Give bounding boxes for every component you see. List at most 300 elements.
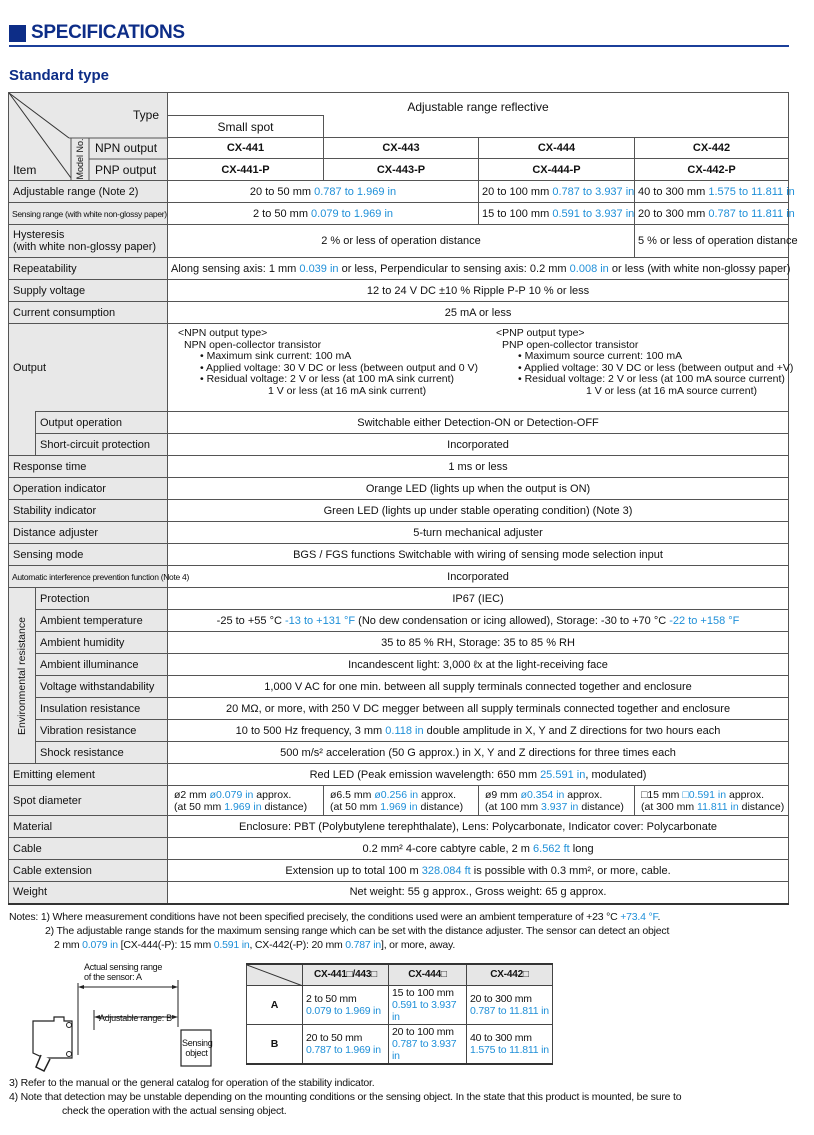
row-label-text: Sensing mode — [13, 548, 84, 561]
value-text: Enclosure: PBT (Polybutylene terephthalate), Lens: Polycarbonate, Indicator cover: Polycarbonate — [239, 820, 717, 833]
value-text: IP67 (IEC) — [452, 592, 504, 605]
range-mm: 2 to 50 mm — [306, 992, 357, 1005]
value-text: ø2 mm — [174, 788, 210, 801]
range-cell — [389, 985, 467, 1024]
value-text: 20 to 50 mm — [249, 185, 315, 198]
note-1 — [9, 910, 669, 924]
row-label — [36, 588, 168, 610]
diagram-text: of the sensor: A — [84, 972, 142, 982]
value-cell — [168, 676, 789, 698]
inch-value: 1.969 in — [224, 800, 262, 813]
note-inch: +73.4 °F — [620, 911, 658, 923]
model-npn: CX-443 — [324, 138, 479, 159]
row-label — [9, 860, 168, 882]
npn-output-spec — [178, 328, 496, 397]
row-label — [36, 412, 168, 434]
row-label — [9, 816, 168, 838]
value-cell — [324, 786, 479, 816]
output-spec-line: <NPN output type> — [178, 327, 268, 339]
row-stability-indicator — [9, 500, 789, 522]
value-text: 15 to 100 mm — [482, 207, 553, 220]
row-label-text: Automatic interference prevention function (Note 4) — [12, 571, 189, 582]
diagram-text: object — [185, 1048, 208, 1058]
note-text: . — [657, 911, 661, 923]
value-text: 20 MΩ, or more, with 250 V DC megger between all supply terminals connected together and enclosure — [225, 702, 731, 715]
range-col-header: CX-444□ — [389, 964, 467, 985]
range-cell — [303, 1024, 389, 1064]
pnp-output-label: PNP output — [95, 163, 157, 177]
type-label: Type — [132, 108, 159, 122]
model-npn: CX-442 — [635, 138, 789, 159]
row-label — [9, 522, 168, 544]
model-pnp: CX-441-P — [168, 159, 324, 181]
row-label — [36, 610, 168, 632]
value-text: Incandescent light: 3,000 ℓx at the light-receiving face — [348, 658, 608, 671]
row-shock-resistance — [9, 742, 789, 764]
value-text: Incorporated — [447, 438, 509, 451]
row-label — [9, 258, 168, 280]
range-inch: 0.591 to 3.937 in — [392, 998, 457, 1023]
value-text: , modulated) — [585, 768, 647, 781]
value-cell — [168, 302, 789, 324]
row-label-text: Current consumption — [13, 306, 116, 319]
row-label — [36, 742, 168, 764]
sensing-range-diagram — [0, 955, 240, 1075]
environmental-resistance-label — [9, 588, 36, 764]
heading-text: SPECIFICATIONS — [31, 22, 185, 43]
model-pnp: CX-443-P — [324, 159, 479, 181]
row-material — [9, 816, 789, 838]
inch-value: 1.575 to 11.811 in — [708, 185, 795, 198]
value-text: (No dew condensation or icing allowed), Storage: -30 to +70 °C — [355, 614, 670, 627]
row-label — [9, 302, 168, 324]
inch-value: ø0.354 in — [520, 788, 565, 801]
value-cell — [635, 203, 795, 225]
range-mm: 20 to 300 mm — [470, 992, 532, 1005]
model-no-label: Model No. — [75, 138, 85, 180]
diagram-text: Actual sensing range — [84, 962, 163, 972]
row-distance-adjuster — [9, 522, 789, 544]
value-text: Red LED (Peak emission wavelength: 650 mm — [309, 768, 541, 781]
range-col-header: CX-441□/443□ — [303, 964, 389, 985]
value-text: 1 ms or less — [448, 460, 508, 473]
range-row-label: A — [247, 985, 303, 1024]
value-text: (at 300 mm — [641, 800, 698, 813]
value-text: approx. — [564, 788, 603, 801]
row-label-text: Material — [13, 820, 53, 833]
notes-prefix: Notes: 1) — [9, 911, 50, 923]
row-spot-diameter — [9, 786, 789, 816]
row-label-text: Operation indicator — [13, 482, 106, 495]
row-label-text: Ambient temperature — [40, 614, 143, 627]
range-inch: 0.787 to 1.969 in — [306, 1043, 381, 1056]
inch-value: 0.591 to 3.937 in — [552, 207, 635, 220]
notes — [9, 910, 669, 952]
value-text: 0.2 mm² 4-core cabtyre cable, 2 m — [362, 842, 534, 855]
value-cell — [168, 280, 789, 302]
range-inch: 0.079 to 1.969 in — [306, 1004, 381, 1017]
row-output — [9, 324, 789, 412]
row-insulation-resistance — [9, 698, 789, 720]
row-auto-interference — [9, 566, 789, 588]
adjustable-range-label: Adjustable range: B — [99, 1013, 172, 1023]
value-cell — [168, 544, 789, 566]
note-text: Where measurement conditions have not been specified precisely, the conditions used were an ambient temperature of +23 °C — [52, 911, 621, 923]
row-label — [9, 203, 168, 225]
row-ambient-illuminance — [9, 654, 789, 676]
actual-range-label — [84, 962, 162, 982]
model-npn: CX-441 — [168, 138, 324, 159]
value-cell — [168, 838, 789, 860]
range-inch: 0.787 to 11.811 in — [470, 1004, 549, 1017]
row-label — [9, 764, 168, 786]
value-text: 5-turn mechanical adjuster — [413, 526, 543, 539]
specifications-table — [8, 92, 798, 905]
row-short-circuit-protection — [9, 434, 789, 456]
value-cell — [479, 203, 635, 225]
notes-3-4 — [9, 1076, 681, 1118]
row-response-time — [9, 456, 789, 478]
row-supply-voltage — [9, 280, 789, 302]
item-label: Item — [13, 163, 37, 177]
range-cell — [467, 985, 553, 1024]
diagram-text: Sensing — [182, 1038, 213, 1048]
row-label-text: Output — [13, 361, 47, 374]
output-spec-line: 1 V or less (at 16 mA source current) — [586, 384, 757, 397]
value-text: distance) — [417, 800, 464, 813]
value-text: approx. — [418, 788, 457, 801]
sensing-object-label — [182, 1038, 211, 1058]
row-label — [36, 698, 168, 720]
value-cell — [635, 181, 795, 203]
model-pnp: CX-444-P — [479, 159, 635, 181]
inch-value: 0.787 to 1.969 in — [314, 185, 397, 198]
note-4: 4) Note that detection may be unstable depending on the mounting conditions or the sensing object. In the state that this product is mounted, be sure to — [9, 1091, 682, 1103]
value-text: distance) — [261, 800, 308, 813]
value-text: □15 mm — [641, 788, 683, 801]
row-label-text: Supply voltage — [13, 284, 86, 297]
value-text: BGS / FGS functions Switchable with wiring of sensing mode selection input — [293, 548, 663, 561]
row-label-text: Ambient humidity — [40, 636, 125, 649]
row-label — [9, 786, 168, 816]
npn-output-label: NPN output — [95, 141, 158, 155]
model-pnp: CX-442-P — [635, 159, 789, 181]
value-text: Switchable either Detection-ON or Detection-OFF — [357, 416, 599, 429]
inch-value: ø0.079 in — [209, 788, 254, 801]
value-cell — [479, 181, 635, 203]
value-cell — [168, 610, 789, 632]
row-label-text: Weight — [13, 886, 48, 899]
row-operation-indicator — [9, 478, 789, 500]
model-npn: CX-444 — [479, 138, 635, 159]
header-corner — [9, 93, 168, 181]
value-cell — [479, 786, 635, 816]
range-inch: 1.575 to 11.811 in — [470, 1043, 549, 1056]
value-text: distance) — [578, 800, 624, 813]
row-emitting-element — [9, 764, 789, 786]
value-text: distance) — [738, 800, 785, 813]
value-text: Green LED (lights up under stable operating condition) (Note 3) — [323, 504, 633, 517]
inch-value: 1.969 in — [380, 800, 418, 813]
value-text: ø6.5 mm — [330, 788, 375, 801]
value-text: approx. — [253, 788, 292, 801]
inch-value: 0.787 to 3.937 in — [552, 185, 635, 198]
inch-value: 0.787 to 11.811 in — [708, 207, 795, 220]
row-voltage-withstandability — [9, 676, 789, 698]
row-vibration-resistance — [9, 720, 789, 742]
label-stub — [9, 434, 36, 456]
range-cell — [389, 1024, 467, 1064]
range-mm: 40 to 300 mm — [470, 1031, 532, 1044]
value-cell — [168, 860, 789, 882]
range-cell — [303, 985, 389, 1024]
row-label-text: Shock resistance — [40, 746, 124, 759]
output-spec-line: • Applied voltage: 30 V DC or less (between output and +V) — [518, 361, 794, 374]
heading-divider — [9, 45, 789, 47]
row-label — [36, 654, 168, 676]
row-label-text: Response time — [13, 460, 87, 473]
output-spec-line: • Maximum sink current: 100 mA — [200, 350, 352, 362]
inch-value: ø0.256 in — [374, 788, 419, 801]
inch-value: 25.591 in — [540, 768, 586, 781]
row-ambient-temperature — [9, 610, 789, 632]
pnp-output-spec — [496, 328, 814, 397]
value-text: 500 m/s² acceleration (50 G approx.) in X, Y and Z directions for three times each — [280, 746, 676, 759]
value-text: is possible with 0.3 mm², or more, cable. — [470, 864, 671, 877]
range-row — [247, 985, 553, 1024]
note-text: [CX-444(-P): 15 mm — [117, 939, 214, 951]
subtype-blank — [324, 116, 789, 138]
row-label — [9, 478, 168, 500]
note-text: The adjustable range stands for the maximum sensing range which can be set with the distance adjuster. The sensor can detect an object — [56, 925, 670, 937]
row-label — [36, 720, 168, 742]
row-ambient-humidity — [9, 632, 789, 654]
row-label — [36, 632, 168, 654]
output-spec-line: 1 V or less (at 16 mA sink current) — [268, 384, 427, 397]
row-adjustable-range — [9, 181, 789, 203]
range-row — [247, 1024, 553, 1064]
sensor-body-icon — [33, 1017, 72, 1058]
inch-value: -22 to +158 °F — [669, 614, 740, 627]
value-text: ø9 mm — [485, 788, 521, 801]
heading-square-icon — [9, 25, 26, 42]
value-text: (at 50 mm — [330, 800, 381, 813]
value-text: 35 to 85 % RH, Storage: 35 to 85 % RH — [381, 636, 575, 649]
row-cable — [9, 838, 789, 860]
value-cell — [168, 816, 789, 838]
note-inch: 0.079 in — [82, 939, 118, 951]
inch-value: 0.039 in — [299, 262, 339, 275]
value-text: double amplitude in X, Y and Z directions for two hours each — [423, 724, 721, 737]
row-label-text: (with white non-glossy paper) — [13, 241, 157, 253]
row-label-text: Cable — [13, 842, 42, 855]
value-text: Net weight: 55 g approx., Gross weight: 65 g approx. — [349, 886, 607, 899]
range-col-header: CX-442□ — [467, 964, 553, 985]
value-cell — [168, 882, 789, 904]
value-text: approx. — [726, 788, 765, 801]
row-label-text: Output operation — [40, 416, 122, 429]
value-text: 10 to 500 Hz frequency, 3 mm — [235, 724, 386, 737]
value-cell — [168, 654, 789, 676]
row-label — [9, 838, 168, 860]
value-cell — [168, 522, 789, 544]
value-cell — [168, 258, 789, 280]
row-label-text: Short-circuit protection — [40, 438, 151, 451]
row-label — [36, 676, 168, 698]
row-label-text: Insulation resistance — [40, 702, 141, 715]
note-text: ], or more, away. — [381, 939, 456, 951]
label-stub — [9, 412, 36, 434]
row-label-text: Ambient illuminance — [40, 658, 139, 671]
row-label — [36, 434, 168, 456]
row-label-text: Protection — [40, 592, 90, 605]
value-cell — [168, 412, 789, 434]
output-spec-line: • Applied voltage: 30 V DC or less (between output and 0 V) — [200, 361, 479, 374]
value-text: 2 % or less of operation distance — [321, 235, 481, 247]
inch-value: 3.937 in — [541, 800, 579, 813]
value-text: 1,000 V AC for one min. between all supply terminals connected together and enclosure — [264, 680, 692, 693]
inch-value: -13 to +131 °F — [284, 614, 356, 627]
note-2-cont — [9, 938, 669, 952]
row-repeatability — [9, 258, 789, 280]
page-heading — [9, 22, 185, 44]
value-cell — [168, 225, 635, 258]
value-text: Extension up to total 100 m — [285, 864, 422, 877]
value-text: 25 mA or less — [444, 306, 512, 319]
value-cell — [168, 588, 789, 610]
output-spec-line: • Maximum source current: 100 mA — [518, 350, 683, 362]
row-label-text: Sensing range (with white non-glossy paper) — [12, 208, 167, 219]
output-spec-line: <PNP output type> — [496, 327, 585, 339]
row-hysteresis — [9, 225, 789, 258]
value-text: (at 100 mm — [485, 800, 542, 813]
note-text: 2 mm — [54, 939, 83, 951]
range-table — [246, 963, 553, 1065]
range-mm: 15 to 100 mm — [392, 986, 454, 999]
row-label — [9, 280, 168, 302]
value-text: 2 to 50 mm — [252, 207, 312, 220]
row-label-text: Cable extension — [13, 864, 92, 877]
group-label-text: Environmental resistance — [16, 616, 28, 735]
value-cell — [168, 786, 324, 816]
value-text: or less (with white non-glossy paper) — [608, 262, 791, 275]
value-cell — [168, 742, 789, 764]
range-mm: 20 to 50 mm — [306, 1031, 363, 1044]
value-text: 12 to 24 V DC ±10 % Ripple P-P 10 % or less — [366, 284, 590, 297]
row-current-consumption — [9, 302, 789, 324]
row-output-operation — [9, 412, 789, 434]
value-text: (at 50 mm — [174, 800, 225, 813]
row-label — [9, 324, 168, 412]
row-sensing-mode — [9, 544, 789, 566]
subheading: Standard type — [9, 67, 110, 84]
row-label — [9, 225, 168, 258]
note-4-cont: check the operation with the actual sensing object. — [62, 1105, 287, 1117]
value-text: Along sensing axis: 1 mm — [171, 262, 300, 275]
range-table-corner — [247, 964, 303, 985]
output-spec-line: • Residual voltage: 2 V or less (at 100 mA source current) — [518, 373, 785, 385]
value-cell — [168, 203, 479, 225]
value-cell — [635, 225, 798, 258]
inch-value: 11.811 in — [697, 800, 739, 813]
range-mm: 20 to 100 mm — [392, 1025, 454, 1038]
value-text: -25 to +55 °C — [216, 614, 285, 627]
row-label-text: Repeatability — [13, 262, 77, 275]
inch-value: 328.084 ft — [421, 864, 471, 877]
row-cable-extension — [9, 860, 789, 882]
output-spec-line: • Residual voltage: 2 V or less (at 100 mA sink current) — [200, 373, 455, 385]
value-cell — [168, 632, 789, 654]
value-text: Orange LED (lights up when the output is ON) — [365, 482, 591, 495]
row-label — [9, 544, 168, 566]
value-cell — [168, 500, 789, 522]
note-inch: 0.591 in — [213, 939, 250, 951]
row-label-text: Distance adjuster — [13, 526, 98, 539]
inch-value: □0.591 in — [682, 788, 727, 801]
row-label-text: Stability indicator — [13, 504, 97, 517]
note-3: 3) Refer to the manual or the general catalog for operation of the stability indicator. — [9, 1077, 375, 1089]
range-inch: 0.787 to 3.937 in — [392, 1037, 457, 1062]
inch-value: 0.118 in — [385, 724, 424, 737]
value-text: Incorporated — [447, 570, 509, 583]
output-spec-line: PNP open-collector transistor — [502, 338, 639, 351]
value-text: 40 to 300 mm — [638, 185, 709, 198]
row-sensing-range — [9, 203, 789, 225]
output-spec-line: NPN open-collector transistor — [184, 338, 322, 351]
note-2 — [9, 924, 669, 938]
note-number: 2) — [45, 925, 54, 937]
value-text: 20 to 100 mm — [482, 185, 553, 198]
value-text: or less, Perpendicular to sensing axis: 0.2 mm — [338, 262, 570, 275]
type-value: Adjustable range reflective — [168, 93, 789, 116]
value-cell — [168, 181, 479, 203]
row-label-text: Emitting element — [13, 768, 95, 781]
note-inch: 0.787 in — [345, 939, 382, 951]
row-label — [9, 566, 189, 588]
range-row-label: B — [247, 1024, 303, 1064]
value-cell — [168, 456, 789, 478]
row-weight — [9, 882, 789, 904]
row-label — [9, 181, 168, 203]
row-label-text: Vibration resistance — [40, 724, 137, 737]
value-cell — [168, 478, 789, 500]
value-cell — [168, 434, 789, 456]
inch-value: 0.079 to 1.969 in — [311, 207, 394, 220]
value-cell — [168, 764, 789, 786]
value-text: 20 to 300 mm — [638, 207, 709, 220]
row-protection — [9, 588, 789, 610]
row-label-text: Hysteresis — [13, 229, 65, 241]
value-cell — [168, 698, 789, 720]
output-spec-cell — [168, 324, 794, 412]
value-text: 5 % or less of operation distance — [638, 235, 798, 247]
value-cell — [168, 566, 789, 588]
row-label — [9, 882, 168, 904]
note-text: , CX-442(-P): 20 mm — [249, 939, 346, 951]
inch-value: 0.008 in — [569, 262, 609, 275]
range-cell — [467, 1024, 553, 1064]
row-label — [9, 500, 168, 522]
value-cell — [635, 786, 789, 816]
row-label — [9, 456, 168, 478]
row-label-text: Voltage withstandability — [40, 680, 155, 693]
inch-value: 6.562 ft — [533, 842, 570, 855]
value-cell — [168, 720, 789, 742]
value-text: long — [569, 842, 594, 855]
subtype-small-spot: Small spot — [168, 116, 324, 138]
row-label-text: Spot diameter — [13, 794, 82, 807]
row-label-text: Adjustable range (Note 2) — [13, 185, 139, 198]
